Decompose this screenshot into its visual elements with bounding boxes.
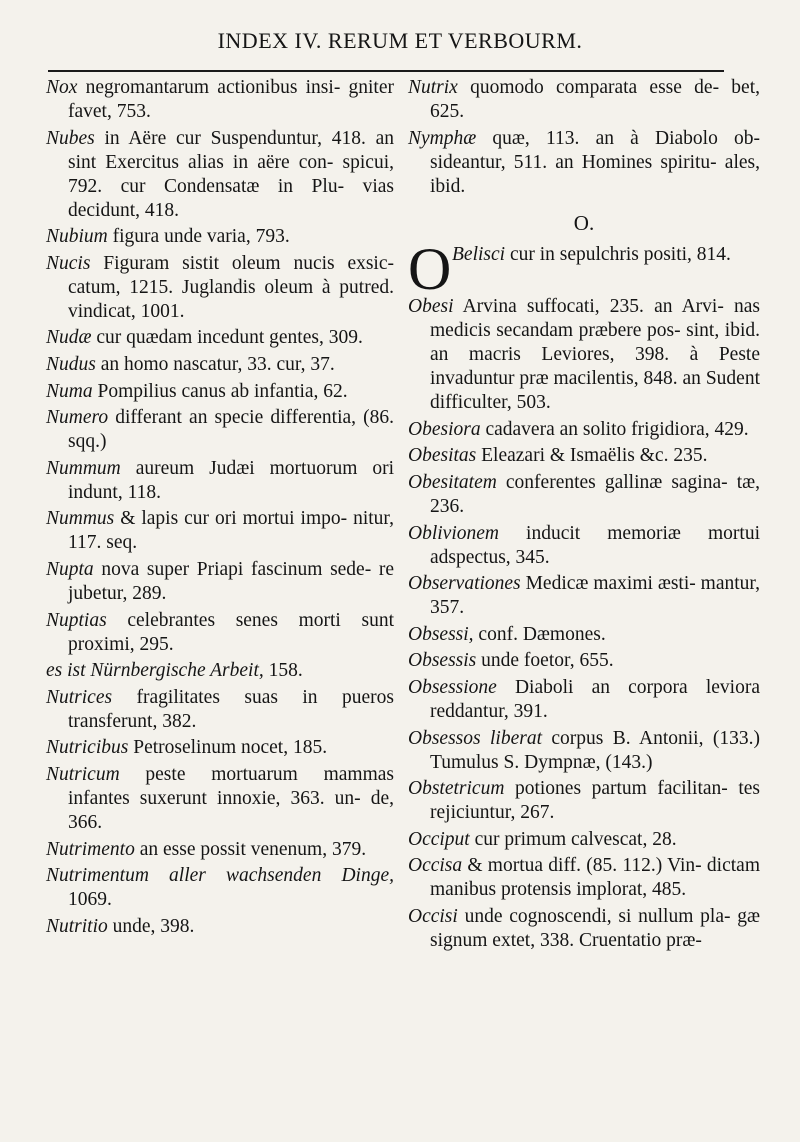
index-entry <box>46 457 394 505</box>
entry-text: quæ, 113. an à Diabolo ob- sideantur, 511. an Homines spiritu- ales, ibid. <box>430 127 760 197</box>
entry-text: negromantarum actionibus insi- gniter favet, 753. <box>68 77 394 122</box>
entry-term: Nubium <box>46 226 108 248</box>
entry-text: cur primum calvescat, 28. <box>469 828 677 850</box>
entry-term: Obsessione <box>408 676 497 698</box>
index-entry <box>46 915 394 939</box>
index-entry <box>46 252 394 324</box>
entry-term: Nutritio <box>46 915 108 937</box>
entry-term: Belisci <box>452 243 506 265</box>
entry-term: Numero <box>46 407 109 429</box>
index-entry <box>46 659 394 683</box>
entry-term: es ist Nürnbergische Arbeit, <box>46 660 264 682</box>
index-entry <box>408 649 760 673</box>
entry-term: Obesitas <box>408 445 477 467</box>
entry-text: & lapis cur ori mortui impo- nitur, 117. seq. <box>68 508 394 554</box>
entry-term: Oblivionem <box>408 522 499 544</box>
entry-term: Nox <box>46 77 78 98</box>
entry-term: Nutricum <box>46 763 120 785</box>
entry-text: cur in sepulchris positi, 814. <box>505 243 731 265</box>
entry-text: 158. <box>263 660 303 682</box>
entry-text: cur quædam incedunt gentes, 309. <box>91 327 363 349</box>
index-entry <box>408 127 760 199</box>
index-entry <box>408 418 760 442</box>
entry-text: Arvina suffocati, 235. an Arvi- nas medicis secandam præbere pos- sint, ibid. an macris Leviores, 398. à Peste invaduntur præ macilentis, 848. an Sudent difficulter, 503. <box>430 296 760 414</box>
entry-term: Nucis <box>46 252 91 274</box>
entry-term: Nummum <box>46 457 121 479</box>
entry-term: Nuptias <box>46 609 107 631</box>
index-entry <box>46 864 394 912</box>
entry-text: Diaboli an corpora leviora reddantur, 391. <box>430 676 760 722</box>
entry-text: unde, 398. <box>107 915 195 937</box>
entry-text: conf. Dæmones. <box>473 623 606 645</box>
index-entry <box>408 76 760 124</box>
index-entry <box>46 686 394 734</box>
index-entry <box>408 444 760 468</box>
entry-text: quomodo comparata esse de- bet, 625. <box>430 77 760 122</box>
entry-term: Occisa <box>408 855 463 877</box>
left-column <box>46 76 394 941</box>
running-header: INDEX IV. RERUM ET VERBOURM. <box>217 28 583 53</box>
index-entry-dropcap <box>408 235 760 302</box>
entry-text: nova super Priapi fascinum sede- re jubetur, 289. <box>68 558 394 604</box>
index-entry <box>408 676 760 724</box>
entry-term: Nymphæ <box>408 127 477 149</box>
header-rule <box>48 70 724 72</box>
index-entry <box>408 727 760 775</box>
entry-text: inducit memoriæ mortui adspectus, 345. <box>430 522 760 568</box>
entry-term: Nudæ <box>46 327 92 349</box>
index-entry <box>408 572 760 620</box>
entry-term: Numa <box>46 380 93 402</box>
index-entry <box>46 763 394 835</box>
entry-term: Occiput <box>408 828 470 850</box>
entry-term: Obesitatem <box>408 471 497 493</box>
entry-term: Obstetricum <box>408 778 505 800</box>
index-entry <box>408 828 760 852</box>
entry-term: Nutrimentum aller wachsenden Dinge, <box>46 865 394 887</box>
entry-term: Obesi <box>408 296 454 318</box>
index-entry <box>408 905 760 953</box>
entry-text: peste mortuarum mammas infantes suxerunt innoxie, 363. un- de, 366. <box>68 763 394 833</box>
index-entry <box>46 406 394 454</box>
entry-text: unde cognoscendi, si nullum pla- gæ signum extet, 338. Cruentatio præ- <box>430 905 760 951</box>
entry-text: Figuram sistit oleum nucis exsic- catum, 1215. Juglandis oleum à putred. vindicat, 1001. <box>68 252 394 322</box>
entry-term: Obsessos liberat <box>408 727 542 749</box>
entry-text: in Aëre cur Suspenduntur, 418. an sint Exercitus alias in aëre con- spicui, 792. cur Condensatæ in Plu- vias decidunt, 418. <box>68 127 394 221</box>
index-entry <box>46 76 394 124</box>
entry-text: an homo nascatur, 33. cur, 37. <box>95 353 335 375</box>
entry-text: corpus B. Antonii, (133.) Tumulus S. Dympnæ, (143.) <box>430 727 760 773</box>
entry-text: fragilitates suas in pueros transferunt, 382. <box>68 686 394 732</box>
entry-text: Medicæ maximi æsti- mantur, 357. <box>430 573 760 619</box>
entry-term: Obsessi, <box>408 623 474 645</box>
entry-text: an esse possit venenum, 379. <box>134 838 367 860</box>
entry-text: cadavera an solito frigidiora, 429. <box>480 418 749 440</box>
index-entry <box>408 777 760 825</box>
entry-text: unde foetor, 655. <box>476 650 614 672</box>
index-entry <box>46 225 394 249</box>
entry-text: figura unde varia, 793. <box>107 226 290 248</box>
entry-term: Obsessis <box>408 650 477 672</box>
entry-text: potiones partum facilitan- tes rejiciuntur, 267. <box>430 778 760 824</box>
entry-text: & mortua diff. (85. 112.) Vin- dictam manibus protensis implorat, 485. <box>430 855 760 901</box>
index-entry <box>408 522 760 570</box>
index-entry <box>408 471 760 519</box>
index-entry <box>46 558 394 606</box>
entry-text: Eleazari & Ismaëlis &c. 235. <box>476 445 708 467</box>
entry-term: Nummus <box>46 508 115 530</box>
index-entry <box>46 736 394 760</box>
entry-term: Nutricibus <box>46 737 129 759</box>
index-entry <box>46 507 394 555</box>
index-entry <box>46 127 394 223</box>
entry-term: Nubes <box>46 127 95 149</box>
entry-term: Nudus <box>46 353 96 375</box>
index-entry <box>46 353 394 377</box>
entry-text: Pompilius canus ab infantia, 62. <box>92 380 348 402</box>
entry-text: Petroselinum nocet, 185. <box>128 737 328 759</box>
entry-term: Occisi <box>408 905 458 927</box>
section-letter: O. <box>573 210 595 235</box>
entry-term: Nutrimento <box>46 838 135 860</box>
index-entry <box>408 295 760 415</box>
entry-term: Nutrices <box>46 686 113 708</box>
entry-text: aureum Judæi mortuorum ori indunt, 118. <box>68 457 394 503</box>
index-entry <box>408 854 760 902</box>
entry-text: differant an specie differentia, (86. sqq.) <box>68 407 394 453</box>
index-entry <box>408 623 760 647</box>
index-entry <box>46 326 394 350</box>
entry-text: conferentes gallinæ sagina- tæ, 236. <box>430 471 760 517</box>
entry-term: Nutrix <box>408 77 458 98</box>
index-entry <box>46 838 394 862</box>
entry-term: Obesiora <box>408 418 481 440</box>
entry-term: Nupta <box>46 558 94 580</box>
right-column <box>408 76 760 956</box>
entry-text: celebrantes senes morti sunt proximi, 295. <box>68 609 394 655</box>
index-entry <box>46 380 394 404</box>
drop-capital: O <box>408 235 452 302</box>
index-entry <box>46 609 394 657</box>
entry-term: Observationes <box>408 573 521 595</box>
entry-text: 1069. <box>68 889 112 911</box>
